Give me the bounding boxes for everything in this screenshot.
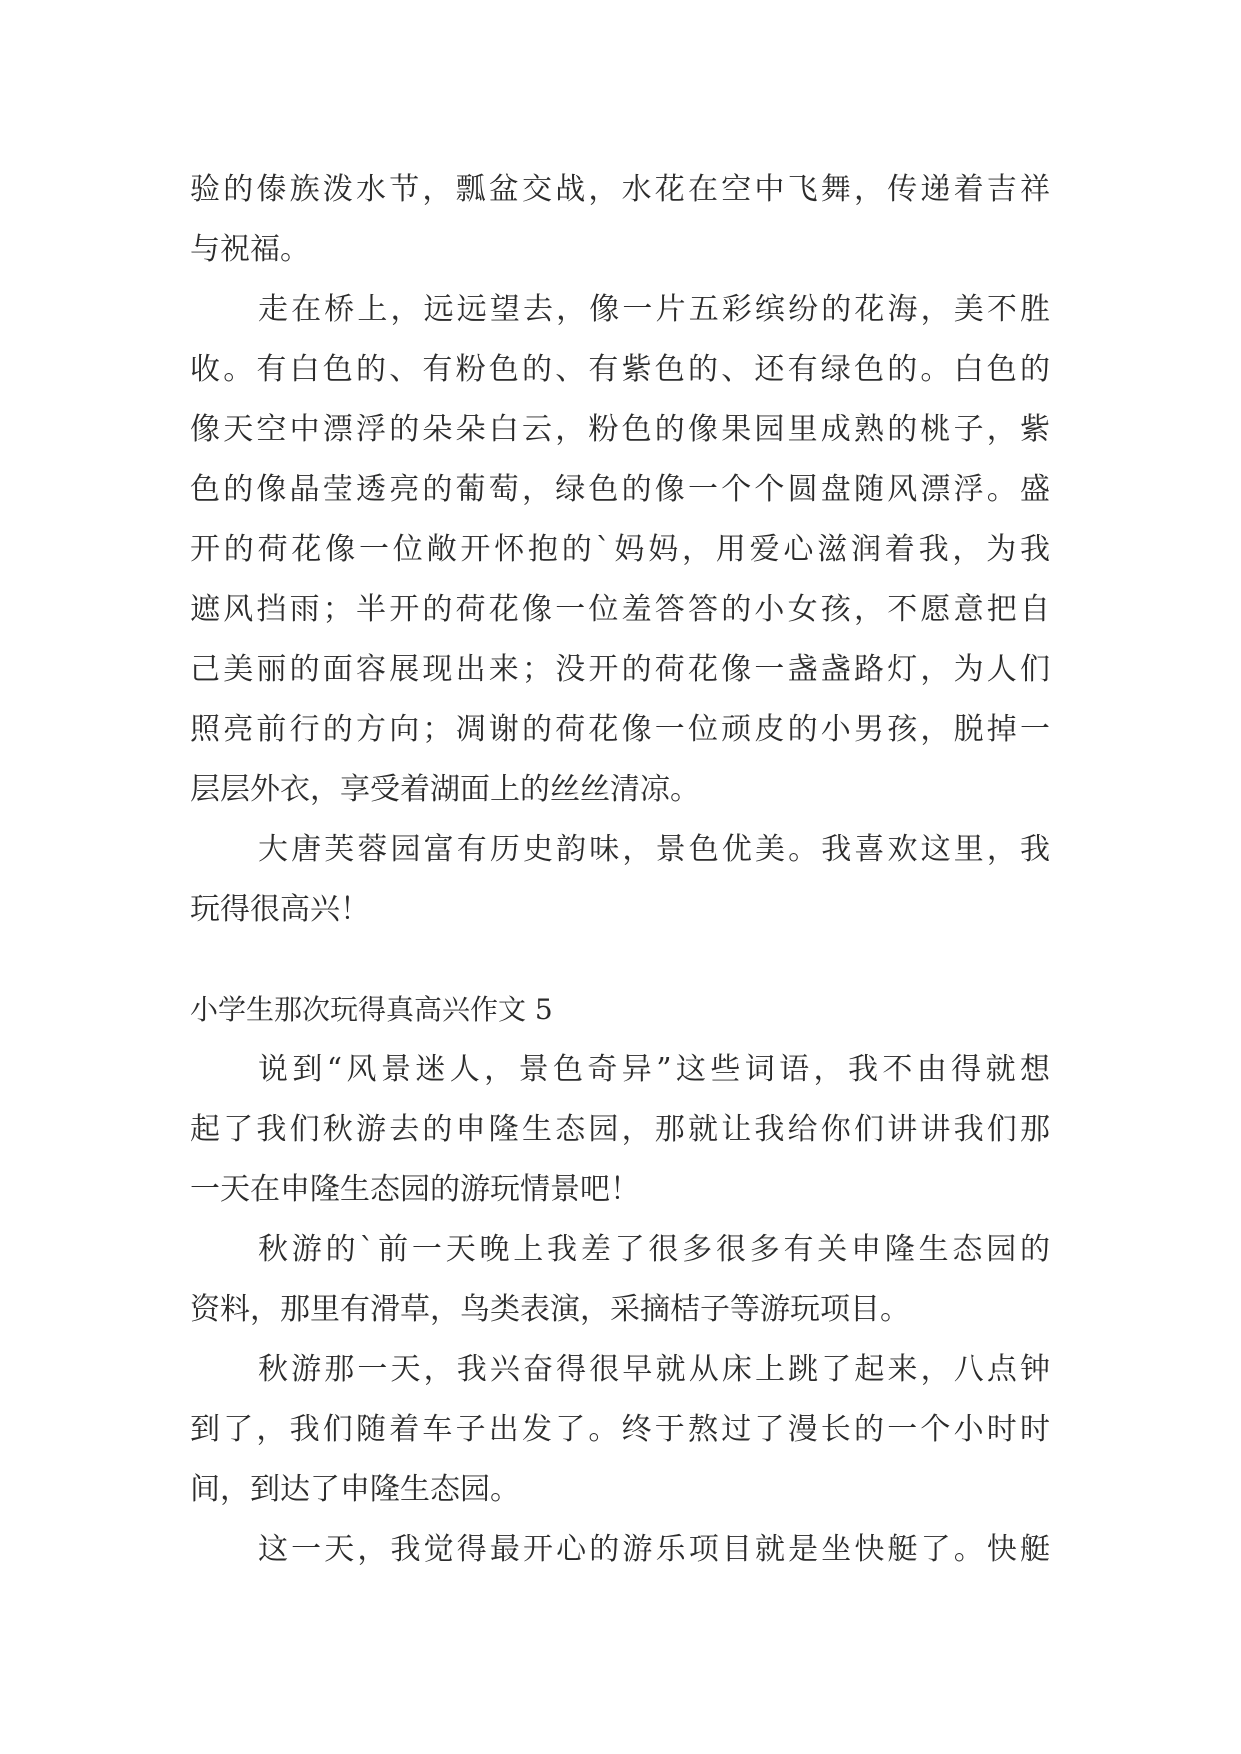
paragraph-line: 色的像晶莹透亮的葡萄，绿色的像一个个圆盘随风漂浮。盛 xyxy=(190,472,1050,507)
paragraph-line: 秋游的`前一天晚上我差了很多很多有关申隆生态园的 xyxy=(258,1232,1050,1267)
paragraph-line: 遮风挡雨；半开的荷花像一位羞答答的小女孩，不愿意把自 xyxy=(190,592,1050,627)
paragraph-line: 走在桥上，远远望去，像一片五彩缤纷的花海，美不胜 xyxy=(258,292,1050,327)
paragraph-line: 资料，那里有滑草，鸟类表演，采摘桔子等游玩项目。 xyxy=(190,1292,910,1327)
paragraph-line: 到了，我们随着车子出发了。终于熬过了漫长的一个小时时 xyxy=(190,1412,1050,1447)
paragraph-line: 这一天，我觉得最开心的游乐项目就是坐快艇了。快艇 xyxy=(258,1532,1050,1567)
paragraph-line: 说到“风景迷人，景色奇异”这些词语，我不由得就想 xyxy=(258,1052,1050,1087)
paragraph-line: 起了我们秋游去的申隆生态园，那就让我给你们讲讲我们那 xyxy=(190,1112,1050,1147)
paragraph-line: 层层外衣，享受着湖面上的丝丝清凉。 xyxy=(190,772,700,807)
section-heading: 小学生那次玩得真高兴作文 5 xyxy=(190,993,553,1026)
paragraph-line: 收。有白色的、有粉色的、有紫色的、还有绿色的。白色的 xyxy=(190,352,1050,387)
paragraph-line: 开的荷花像一位敞开怀抱的`妈妈，用爱心滋润着我，为我 xyxy=(190,532,1050,567)
paragraph-line: 照亮前行的方向；凋谢的荷花像一位顽皮的小男孩，脱掉一 xyxy=(190,712,1050,747)
paragraph-line: 与祝福。 xyxy=(190,232,310,267)
paragraph-line: 一天在申隆生态园的游玩情景吧！ xyxy=(190,1172,640,1207)
paragraph-line: 像天空中漂浮的朵朵白云，粉色的像果园里成熟的桃子，紫 xyxy=(190,412,1050,447)
paragraph-line: 间，到达了申隆生态园。 xyxy=(190,1472,520,1507)
paragraph-line: 己美丽的面容展现出来；没开的荷花像一盏盏路灯，为人们 xyxy=(190,652,1050,687)
paragraph-line: 秋游那一天，我兴奋得很早就从床上跳了起来，八点钟 xyxy=(258,1352,1050,1387)
paragraph-line: 大唐芙蓉园富有历史韵味，景色优美。我喜欢这里，我 xyxy=(258,832,1050,867)
paragraph-line: 验的傣族泼水节，瓢盆交战，水花在空中飞舞，传递着吉祥 xyxy=(190,172,1050,207)
paragraph-line: 玩得很高兴！ xyxy=(190,892,370,927)
